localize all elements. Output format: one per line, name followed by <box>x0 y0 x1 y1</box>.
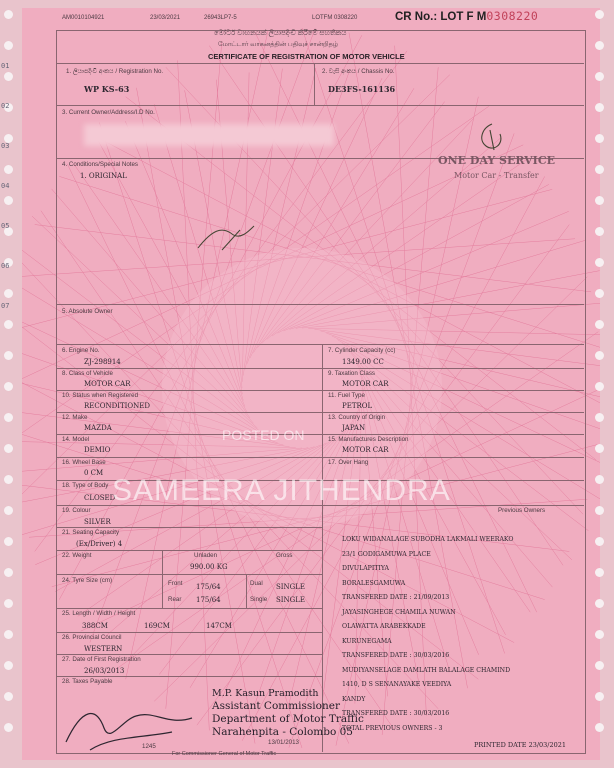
single-value-rear: SINGLE <box>276 596 306 604</box>
rule-1 <box>56 63 584 64</box>
registration-label: 1. ලියාපදිංචි අංකය / Registration No. <box>66 68 164 75</box>
perforation-hole <box>595 475 604 484</box>
previous-owner-line: TRANSFERED DATE : 21/09/2013 <box>342 594 450 601</box>
previous-owner-line: MUDIYANSELAGE DAMLATH BALALAGE CHAMIND <box>342 666 511 674</box>
gross-label: Gross <box>276 552 293 559</box>
signature-bottom-icon <box>62 698 212 756</box>
colour-label: 19. Colour <box>62 507 91 514</box>
perforation-hole <box>595 506 604 515</box>
rule-r2 <box>322 390 584 391</box>
previous-owner-line: 1410, D S SENANAYAKE VEEDIYA <box>342 681 452 688</box>
make-value: MAZDA <box>84 424 112 432</box>
side-number: 05 <box>1 222 10 230</box>
side-number: 06 <box>1 262 10 270</box>
colour-value: SILVER <box>84 518 111 526</box>
class-value: MOTOR CAR <box>84 380 131 388</box>
manufacture-label: 15. Manufactures Description <box>328 436 409 443</box>
split-1 <box>314 63 315 105</box>
single-value-front: SINGLE <box>276 583 306 591</box>
stamp-location: Narahenpita - Colombo 05 <box>212 726 353 738</box>
split-main <box>322 344 323 752</box>
make-label: 12. Make <box>62 414 88 421</box>
unladen-value: 990.00 KG <box>190 563 228 571</box>
perforation-hole <box>595 382 604 391</box>
perforation-hole <box>4 10 13 19</box>
stamp-name: M.P. Kasun Pramodith <box>212 688 319 699</box>
side-number: 04 <box>1 182 10 190</box>
date-bottom: 13/01/2013 <box>268 739 299 746</box>
cylinder-value: 1349.00 CC <box>342 358 384 366</box>
cylinder-label: 7. Cylinder Capacity (cc) <box>328 347 396 354</box>
perforation-hole <box>4 599 13 608</box>
body-value: CLOSED <box>84 494 116 502</box>
certificate-sheet <box>22 8 600 760</box>
previous-owner-line: TRANSFERED DATE : 30/03/2016 <box>342 710 450 717</box>
perforation-hole <box>595 227 604 236</box>
model-value: DEMIO <box>84 446 111 454</box>
manufacture-value: MOTOR CAR <box>342 446 389 454</box>
first-reg-label: 27. Date of First Registration <box>62 656 141 663</box>
perforation-hole <box>4 72 13 81</box>
date-top: 23/03/2021 <box>150 15 181 21</box>
perforation-hole <box>595 165 604 174</box>
watermark-name: SAMEERA JITHENDRA <box>112 474 451 507</box>
rule-4 <box>56 304 584 305</box>
side-number: 02 <box>1 102 10 110</box>
perforation-hole <box>595 72 604 81</box>
rule-l2 <box>56 390 322 391</box>
rule-l13 <box>56 654 322 655</box>
engine-label: 6. Engine No. <box>62 347 100 354</box>
owner-redacted <box>84 124 334 146</box>
dims-label: 25. Length / Width / Height <box>62 610 136 617</box>
stamp-footer: For Commissioner General of Motor Traffic <box>172 751 277 757</box>
body-label: 18. Type of Body <box>62 482 109 489</box>
chassis-label: 2. චැසි අංකය / Chassis No. <box>322 68 395 75</box>
seating-value: (Ex/Driver) 4 <box>76 540 123 548</box>
dual-label: Dual <box>250 580 263 587</box>
lot-small: LOTFM 0308220 <box>312 15 358 21</box>
owner-label: 3. Current Owner/Address/I.D No. <box>62 109 155 116</box>
previous-owner-line: TRANSFERED DATE : 30/03/2016 <box>342 652 450 659</box>
perforation-hole <box>4 351 13 360</box>
perforation-hole <box>595 289 604 298</box>
class-label: 8. Class of Vehicle <box>62 370 113 377</box>
previous-owners-label: Previous Owners <box>498 507 546 514</box>
perforation-hole <box>4 196 13 205</box>
perforation-hole <box>4 506 13 515</box>
perforation-hole <box>4 692 13 701</box>
perforation-hole <box>595 41 604 50</box>
signature-middle-icon <box>192 220 262 260</box>
front-label: Front <box>168 580 183 587</box>
rule-2 <box>56 105 584 106</box>
engine-value: ZJ-298914 <box>84 358 121 366</box>
rule-r5 <box>322 457 584 458</box>
rule-l11 <box>56 608 322 609</box>
perforation-hole <box>595 723 604 732</box>
seating-label: 21. Seating Capacity <box>62 529 120 536</box>
rule-l5 <box>56 457 322 458</box>
perforation-hole <box>4 475 13 484</box>
rule-l9 <box>56 550 322 551</box>
perforation-hole <box>595 196 604 205</box>
model-label: 14. Model <box>62 436 90 443</box>
previous-owner-line: OLAWATTA ARABEKKADE <box>342 623 426 630</box>
rule-l10 <box>56 574 322 575</box>
height-value: 147CM <box>206 622 232 630</box>
origin-value: JAPAN <box>342 424 366 432</box>
title-tamil: மோட்டார் வாகனத்தின் பதிவுச் சான்றிதழ் <box>218 41 339 48</box>
rear-label: Rear <box>168 596 182 603</box>
side-number: 03 <box>1 142 10 150</box>
perforation-hole <box>595 351 604 360</box>
status-label: 10. Status when Registered <box>62 392 139 399</box>
taxation-value: MOTOR CAR <box>342 380 389 388</box>
perforation-hole <box>4 320 13 329</box>
rear-value: 175/64 <box>196 596 221 604</box>
one-day-service-sub: Motor Car - Transfer <box>454 171 539 180</box>
previous-owner-line: BORALESGAMUWA <box>342 579 406 587</box>
perforation-hole <box>4 289 13 298</box>
perforation-hole <box>4 723 13 732</box>
rule-r3 <box>322 412 584 413</box>
title-english: CERTIFICATE OF REGISTRATION OF MOTOR VEHICLE <box>208 52 405 61</box>
status-value: RECONDITIONED <box>84 402 150 410</box>
perforation-hole <box>595 320 604 329</box>
perforation-hole <box>595 630 604 639</box>
rule-l12 <box>56 632 322 633</box>
perforation-hole <box>4 382 13 391</box>
stamp-department: Department of Motor Traffic <box>212 713 364 725</box>
taxes-label: 28. Taxes Payable <box>62 678 113 685</box>
cr-number: 0308220 <box>486 9 539 23</box>
previous-owner-line: DIVULAPITIYA <box>342 565 389 572</box>
code-mid: 26943LP7-5 <box>204 15 237 21</box>
rule-l3 <box>56 412 322 413</box>
perforation-hole <box>4 568 13 577</box>
previous-owner-line: KANDY <box>342 695 366 703</box>
registration-value: WP KS-63 <box>84 84 130 94</box>
rule-r1 <box>322 368 584 369</box>
perforation-hole <box>4 444 13 453</box>
weight-label: 22. Weight <box>62 552 92 559</box>
previous-owner-line: JAYASINGHEGE CHAMILA NUWAN <box>342 608 456 616</box>
overhang-label: 17. Over Hang <box>328 459 369 466</box>
perforation-hole <box>4 630 13 639</box>
rule-r4 <box>322 434 584 435</box>
perforation-hole <box>4 165 13 174</box>
perforation-hole <box>595 103 604 112</box>
cr-number-label: CR No.: LOT F M0308220 <box>395 9 539 23</box>
perforation-hole <box>4 413 13 422</box>
chassis-value: DE3FS-161136 <box>328 84 396 94</box>
tyre-label: 24. Tyre Size (cm) <box>62 577 113 584</box>
perforation-hole <box>4 537 13 546</box>
split-weight <box>162 550 163 574</box>
serial-left: AM0010104921 <box>62 15 105 21</box>
perforation-hole <box>595 692 604 701</box>
perforation-left <box>4 10 14 754</box>
origin-label: 13. Country of Origin <box>328 414 386 421</box>
fuel-label: 11. Fuel Type <box>328 392 365 399</box>
watermark-posted-on: POSTED ON <box>222 427 305 443</box>
unladen-label: Unladen <box>194 552 218 559</box>
perforation-hole <box>595 444 604 453</box>
taxation-label: 9. Taxation Class <box>328 370 376 377</box>
signature-top-icon <box>472 120 512 156</box>
perforation-hole <box>595 568 604 577</box>
perforation-hole <box>595 134 604 143</box>
absolute-owner-label: 5. Absolute Owner <box>62 308 113 315</box>
rule-l8 <box>56 527 322 528</box>
side-number: 07 <box>1 302 10 310</box>
wheelbase-value: 0 CM <box>84 469 104 477</box>
province-label: 26. Provincial Council <box>62 634 122 641</box>
rule-5 <box>56 344 584 345</box>
conditions-label: 4. Conditions/Special Notes <box>62 161 139 168</box>
perforation-hole <box>4 41 13 50</box>
perforation-hole <box>4 661 13 670</box>
first-reg-value: 26/03/2013 <box>84 667 125 675</box>
wheelbase-label: 16. Wheel Base <box>62 459 106 466</box>
num-bottom: 1245 <box>142 743 156 750</box>
conditions-value: 1. ORIGINAL <box>80 172 127 180</box>
perforation-hole <box>595 599 604 608</box>
perforation-hole <box>595 537 604 546</box>
fuel-value: PETROL <box>342 402 373 410</box>
stamp-title: Assistant Commissioner <box>212 700 340 712</box>
one-day-service-stamp: ONE DAY SERVICE <box>438 154 555 167</box>
rule-l14 <box>56 676 322 677</box>
printed-date: PRINTED DATE 23/03/2021 <box>474 741 567 749</box>
perforation-hole <box>595 413 604 422</box>
previous-owner-line: KURUNEGAMA <box>342 637 392 645</box>
split-tyre1 <box>162 574 163 608</box>
split-tyre2 <box>246 574 247 608</box>
previous-owner-line: LOKU WIDANALAGE SUBODHA LAKMALI WEERAKO <box>342 536 514 543</box>
rule-l1 <box>56 368 322 369</box>
perforation-hole <box>595 10 604 19</box>
side-number: 01 <box>1 62 10 70</box>
front-value: 175/64 <box>196 583 221 591</box>
single-label: Single <box>250 596 268 603</box>
perforation-hole <box>595 661 604 670</box>
length-value: 388CM <box>82 622 108 630</box>
previous-owner-line: TOTAL PREVIOUS OWNERS - 3 <box>342 724 443 732</box>
province-value: WESTERN <box>84 645 123 653</box>
previous-owner-line: 23/1 GODIGAMUWA PLACE <box>342 550 431 558</box>
perforation-right <box>595 10 605 754</box>
title-sinhala: මෝටර් වාහනයක් ලියාපදිංචි කිරීමේ සහතිකය <box>214 30 347 37</box>
perforation-hole <box>595 258 604 267</box>
width-value: 169CM <box>144 622 170 630</box>
